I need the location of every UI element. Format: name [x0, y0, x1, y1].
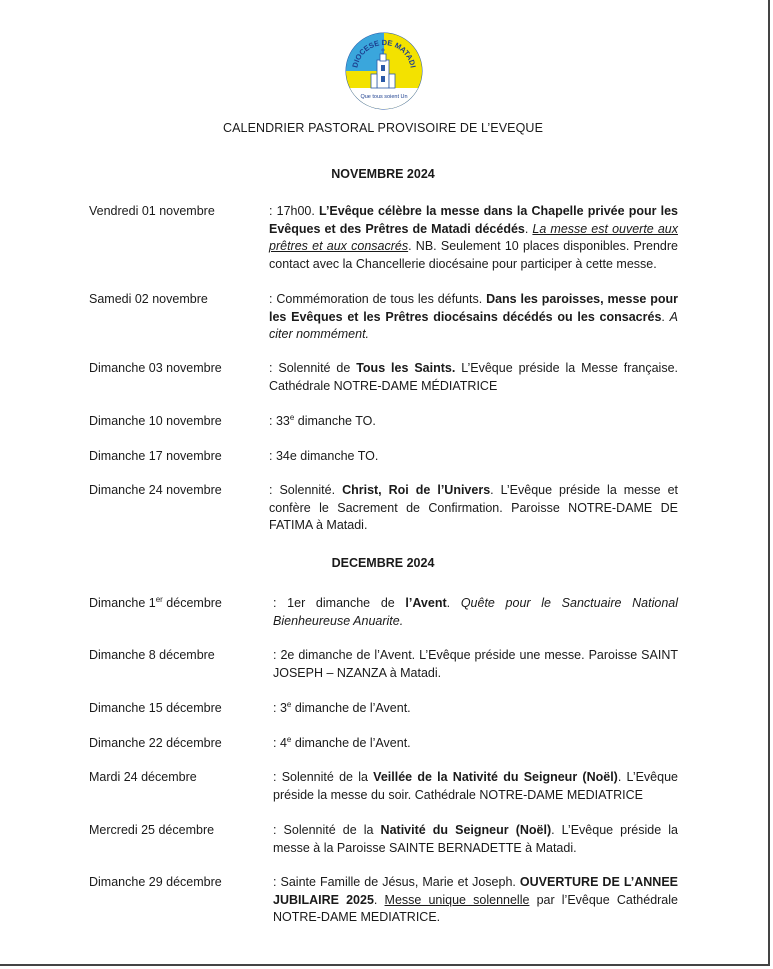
- entry-description: : 2e dimanche de l’Avent. L’Evêque préside une messe. Paroisse SAINT JOSEPH – NZANZA à Matadi.: [273, 648, 678, 680]
- entry-date: Dimanche 22 décembre: [89, 736, 222, 750]
- entry-description: : Solennité de la Veillée de la Nativité du Seigneur (Noël). L’Evêque préside la messe du soir. Cathédrale NOTRE-DAME MEDIATRICE: [273, 770, 678, 802]
- entry-date: Mercredi 25 décembre: [89, 823, 215, 837]
- entry-description: : Sainte Famille de Jésus, Marie et Joseph. OUVERTURE DE L’ANNEE JUBILAIRE 2025. Messe unique solennelle par l’Evêque Cathédrale NOTRE-DAME MEDIATRICE.: [273, 875, 678, 924]
- month-title: DECEMBRE 2024: [331, 556, 435, 570]
- entry-description: : 4e dimanche de l’Avent.: [273, 735, 411, 750]
- month-title: NOVEMBRE 2024: [331, 167, 435, 181]
- entry-date: Dimanche 29 décembre: [89, 875, 222, 889]
- entry-description: : 3e dimanche de l’Avent.: [273, 700, 411, 715]
- entry-description: : 34e dimanche TO.: [269, 449, 379, 463]
- entry-date: Vendredi 01 novembre: [89, 204, 215, 218]
- entry-date: Mardi 24 décembre: [89, 770, 197, 784]
- entry-date: Dimanche 10 novembre: [89, 414, 222, 428]
- entry-description: : Solennité de la Nativité du Seigneur (Noël). L’Evêque préside la messe à la Paroisse SAINTE BERNADETTE à Matadi.: [273, 823, 678, 855]
- document-title: CALENDRIER PASTORAL PROVISOIRE DE L’EVEQUE: [222, 121, 544, 135]
- entry-description: : 1er dimanche de l’Avent. Quête pour le Sanctuaire National Bienheureuse Anuarite.: [273, 596, 678, 628]
- entry-date: Dimanche 03 novembre: [89, 361, 222, 375]
- logo-arc-text: DIOCESE DE MATADI: [350, 37, 418, 69]
- entry-description: : Solennité. Christ, Roi de l’Univers. L’Evêque préside la messe et confère le Sacrement de Confirmation. Paroisse NOTRE-DAME DE FATIMA à Matadi.: [269, 483, 678, 532]
- entry-date: Dimanche 24 novembre: [89, 483, 222, 497]
- entry-date: Dimanche 8 décembre: [89, 648, 215, 662]
- diocese-logo: [345, 32, 423, 110]
- entry-description: : Solennité de Tous les Saints. L’Evêque préside la Messe française. Cathédrale NOTRE-DAME MÉDIATRICE: [269, 361, 679, 393]
- entry-description: : 33e dimanche TO.: [269, 413, 376, 428]
- entry-description: : Commémoration de tous les défunts. Dans les paroisses, messe pour les Evêques et les Prêtres diocésains décédés ou les consacrés. A citer nommément.: [269, 292, 679, 341]
- entry-date: Dimanche 15 décembre: [89, 701, 222, 715]
- logo-motto: Que tous soient Un: [360, 94, 408, 100]
- entry-date: Dimanche 17 novembre: [89, 449, 222, 463]
- entry-date: Samedi 02 novembre: [89, 292, 208, 306]
- entry-description: : 17h00. L’Evêque célèbre la messe dans la Chapelle privée pour les Evêques et des Prêtres de Matadi décédés. La messe est ouverte aux prêtres et aux consacrés. NB. Seulement 10 places disponibles. Prendre contact avec la Chancellerie diocésaine pour participer à cette messe.: [269, 204, 678, 271]
- entry-date: Dimanche 1er décembre: [89, 595, 222, 610]
